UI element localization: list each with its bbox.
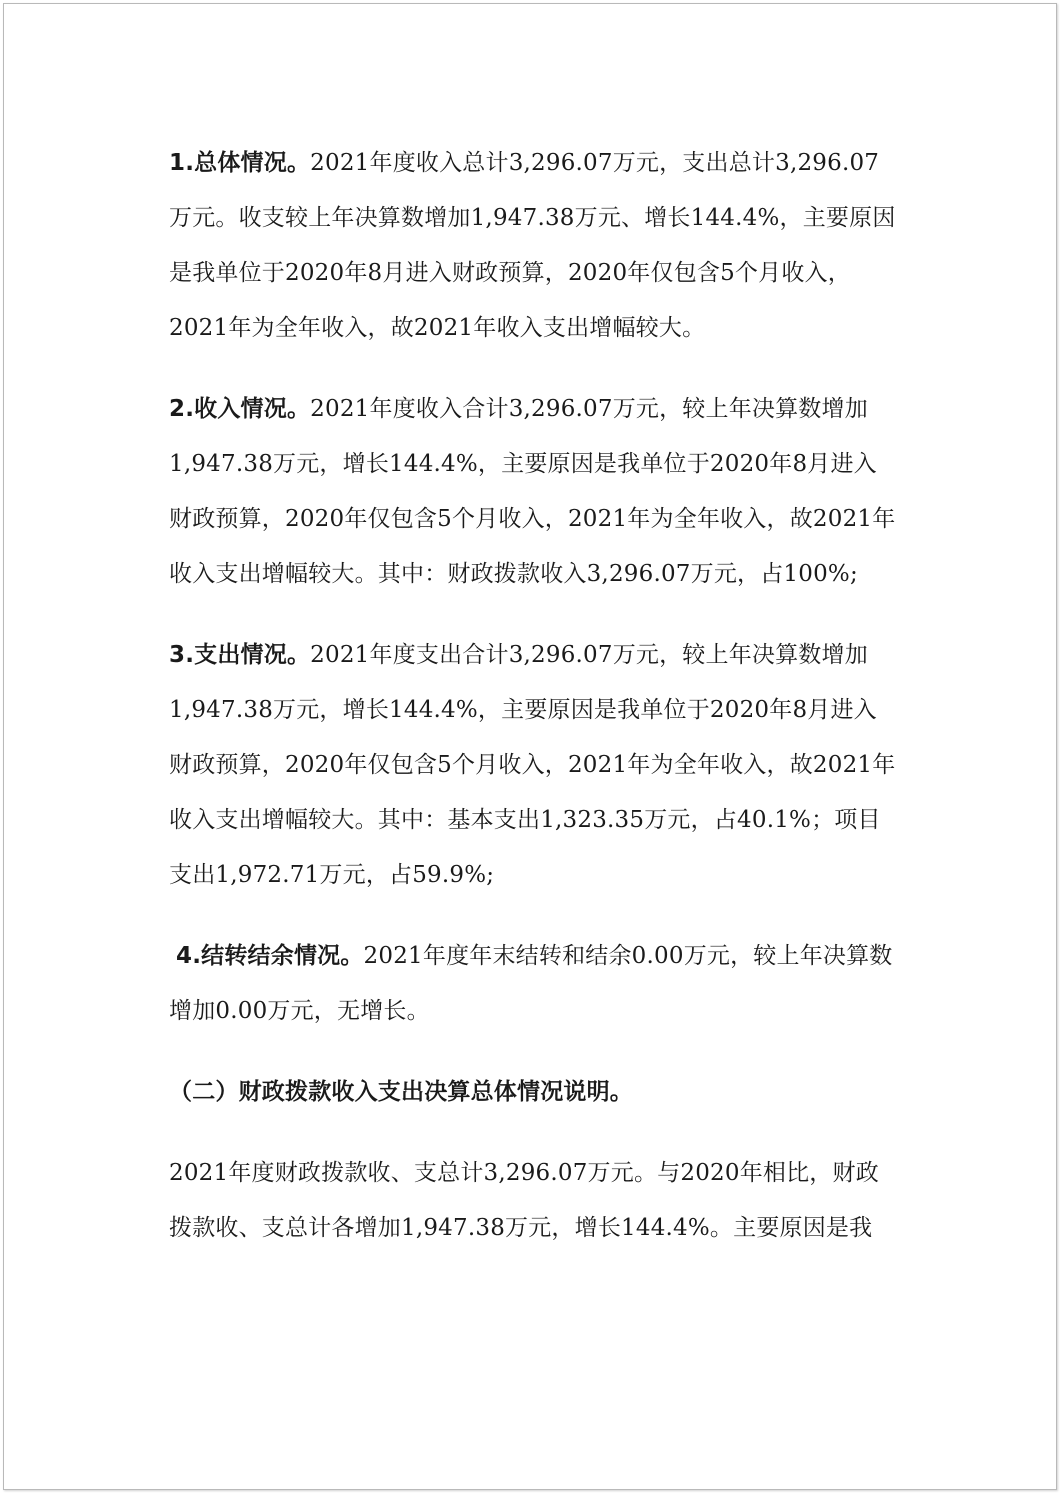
paragraph-heading: 3.支出情况。 [169,642,311,668]
paragraph-income [169,382,897,602]
document-body [169,136,897,1282]
paragraph-heading: 4.结转结余情况。 [176,943,364,969]
paragraph-expenditure [169,628,897,903]
section-title: （二）财政拨款收入支出决算总体情况说明。 [169,1079,633,1105]
document-page [3,3,1057,1490]
paragraph-text: 2021年度支出合计3,296.07万元，较上年决算数增加1,947.38万元，增长144.4%，主要原因是我单位于2020年8月进入财政预算，2020年仅包含5个月收入，2021年为全年收入，故2021年收入支出增幅较大。其中：基本支出1,323.35万元，占40.1%；项目支出1,972.71万元，占59.9%; [169,642,896,888]
paragraph-text: 2021年度年末结转和结余0.00万元，较上年决算数增加0.00万元，无增长。 [169,943,893,1024]
paragraph-fiscal-summary: 2021年度财政拨款收、支总计3,296.07万元。与2020年相比，财政拨款收、支总计各增加1,947.38万元，增长144.4%。主要原因是我 [169,1160,879,1241]
paragraph-overall [169,136,897,356]
paragraph-text: 2021年度收入总计3,296.07万元，支出总计3,296.07万元。收支较上年决算数增加1,947.38万元、增长144.4%，主要原因是我单位于2020年8月进入财政预算，2020年仅包含5个月收入，2021年为全年收入，故2021年收入支出增幅较大。 [169,150,896,341]
paragraph-text: 2021年度收入合计3,296.07万元，较上年决算数增加1,947.38万元，增长144.4%，主要原因是我单位于2020年8月进入财政预算，2020年仅包含5个月收入，2021年为全年收入，故2021年收入支出增幅较大。其中：财政拨款收入3,296.07万元，占100%; [169,396,896,587]
paragraph-heading: 1.总体情况。 [169,150,311,176]
paragraph-heading: 2.收入情况。 [169,396,311,422]
paragraph-carryover [169,929,897,1039]
